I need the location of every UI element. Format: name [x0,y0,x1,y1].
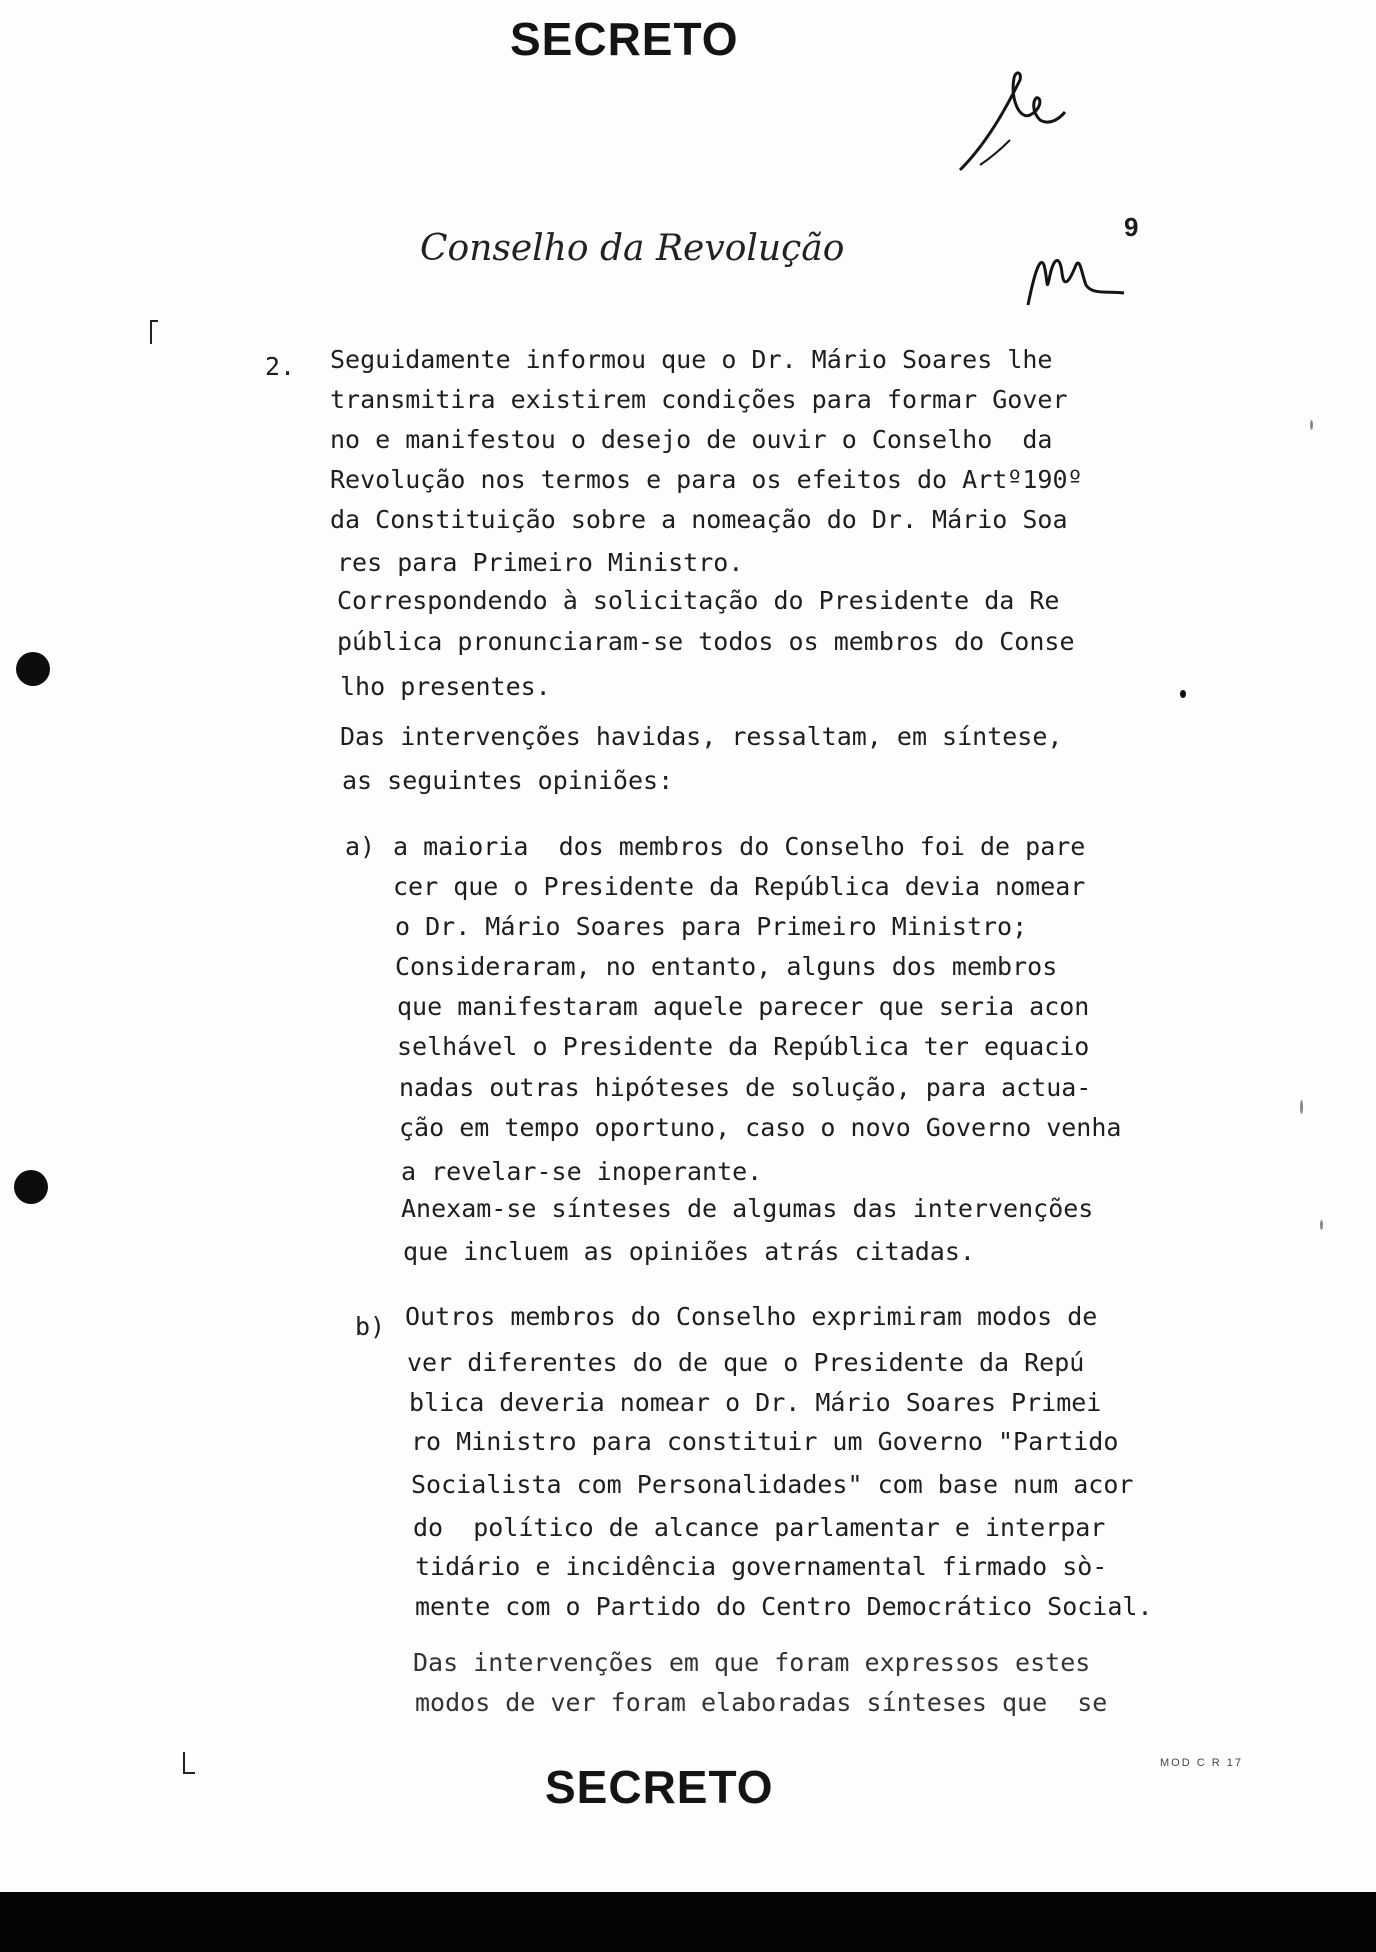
item-b-line: ver diferentes do de que o Presidente da Repú [407,1348,1085,1377]
item-a-line: Consideraram, no entanto, alguns dos membros [395,952,1058,981]
item-a-line: que manifestaram aquele parecer que seria acon [397,992,1090,1021]
handwritten-initials [1020,235,1130,315]
item-b-marker: b) [355,1312,386,1341]
item-a-line: selhável o Presidente da República ter equacio [397,1032,1090,1061]
scan-speck [1310,420,1313,430]
summary-line: as seguintes opiniões: [342,766,674,795]
intro-line: Seguidamente informou que o Dr. Mário Soares lhe [330,345,1053,374]
item-a-line: cer que o Presidente da República devia nomear [393,872,1086,901]
corner-mark-bottom-left [183,1752,195,1774]
scan-speck [1300,1100,1303,1114]
item-b-line: ro Ministro para constituir um Governo "Partido [411,1427,1119,1456]
punch-hole-lower [14,1170,48,1204]
stamp-secreto-bottom: SECRETO [545,1761,774,1813]
scan-speck [1320,1220,1323,1230]
item-a-line: a revelar-se inoperante. [401,1157,763,1186]
item-a-line: nadas outras hipóteses de solução, para actua- [399,1073,1092,1102]
page-number: 9 [1124,212,1139,242]
item-a-marker: a) [345,832,376,861]
intro-line: Correspondendo à solicitação do Presidente da Re [337,586,1060,615]
intro-line: da Constituição sobre a nomeação do Dr. Mário Soa [330,505,1068,534]
corner-mark-top-left [150,320,158,344]
closing-line: modos de ver foram elaboradas sínteses que se [415,1688,1108,1717]
intro-line: pública pronunciaram-se todos os membros do Conse [337,627,1075,656]
intro-line: transmitira existirem condições para formar Gover [330,385,1068,414]
handwritten-signature [950,60,1090,190]
intro-line: Revolução nos termos e para os efeitos do Artº190º [330,465,1083,494]
item-b-line: do político de alcance parlamentar e interpar [413,1513,1106,1542]
item-a-line: Anexam-se sínteses de algumas das intervenções [401,1194,1094,1223]
closing-line: Das intervenções em que foram expressos estes [413,1648,1091,1677]
item-b-line: tidário e incidência governamental firmado sò- [415,1552,1108,1581]
scan-edge-bar [0,1892,1376,1952]
item-a-line: que incluem as opiniões atrás citadas. [403,1237,975,1266]
letterhead-title: Conselho da Revolução [420,228,845,269]
stamp-secreto-top: SECRETO [510,13,739,65]
scan-speck [1180,690,1186,698]
item-b-line: Socialista com Personalidades" com base num acor [411,1470,1134,1499]
intro-line: lho presentes. [340,672,551,701]
form-code: MOD C R 17 [1160,1757,1243,1769]
intro-line: res para Primeiro Ministro. [337,548,744,577]
item-a-line: ção em tempo oportuno, caso o novo Governo venha [399,1113,1122,1142]
item-a-line: o Dr. Mário Soares para Primeiro Ministro; [395,912,1028,941]
section-number: 2. [265,352,296,381]
punch-hole-upper [16,652,50,686]
item-b-line: mente com o Partido do Centro Democrático Social. [415,1592,1153,1621]
item-b-line: Outros membros do Conselho exprimiram modos de [405,1302,1098,1331]
summary-line: Das intervenções havidas, ressaltam, em síntese, [340,722,1063,751]
intro-line: no e manifestou o desejo de ouvir o Conselho da [330,425,1053,454]
item-a-line: a maioria dos membros do Conselho foi de pare [393,832,1086,861]
item-b-line: blica deveria nomear o Dr. Mário Soares Primei [409,1388,1102,1417]
